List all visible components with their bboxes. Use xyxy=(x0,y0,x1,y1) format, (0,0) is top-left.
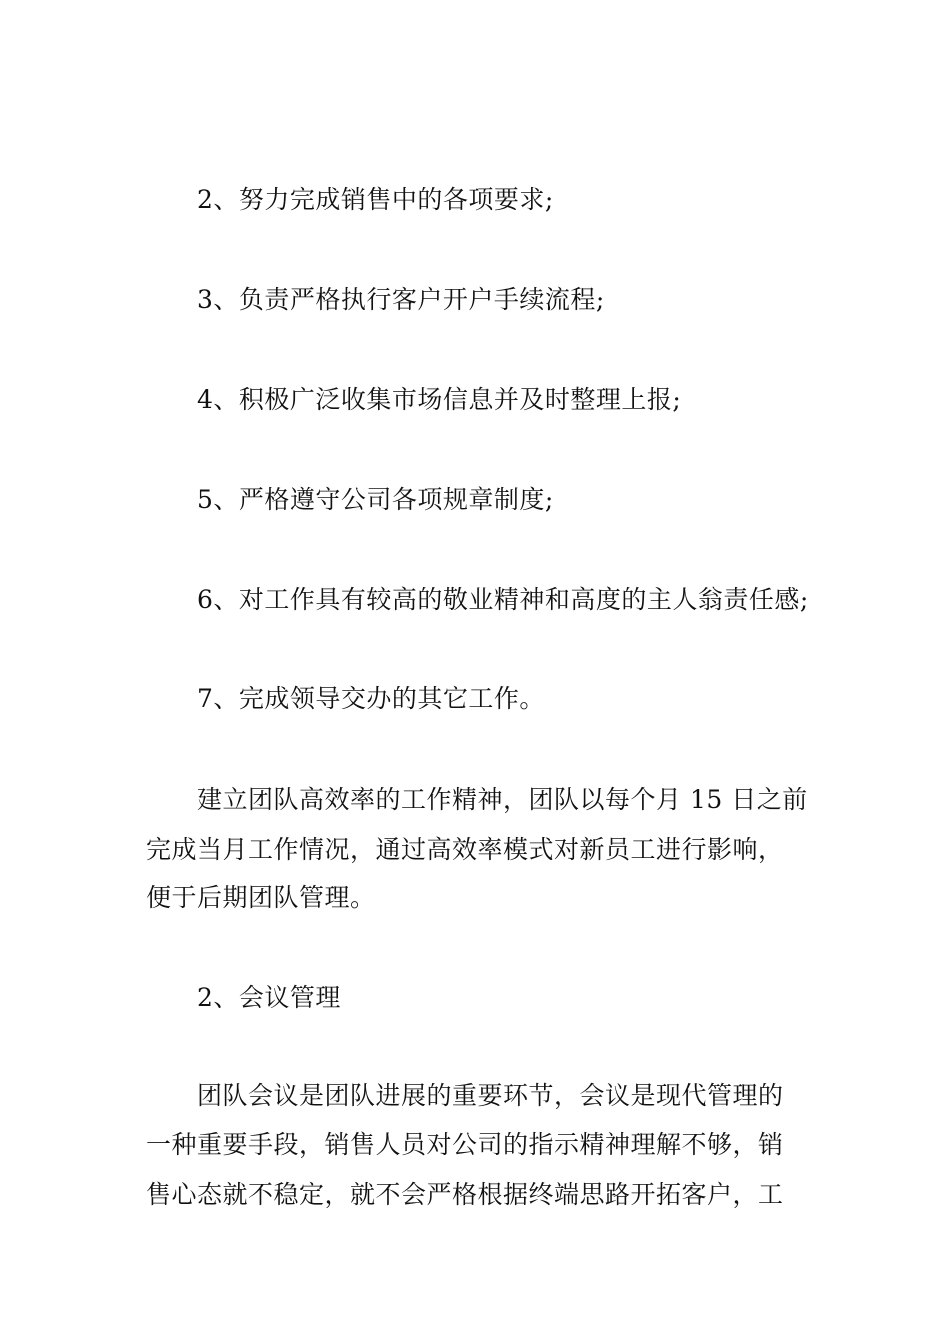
paragraph-line: 售心态就不稳定，就不会严格根据终端思路开拓客户，工 xyxy=(146,1180,784,1209)
section-heading: 2、会议管理 xyxy=(197,983,341,1012)
list-item-6: 6、对工作具有较高的敬业精神和高度的主人翁责任感; xyxy=(197,585,809,614)
list-item-4: 4、积极广泛收集市场信息并及时整理上报; xyxy=(197,385,682,414)
list-item-2: 2、努力完成销售中的各项要求; xyxy=(197,185,554,214)
paragraph-line: 完成当月工作情况，通过高效率模式对新员工进行影响， xyxy=(146,835,784,864)
list-item-5: 5、严格遵守公司各项规章制度; xyxy=(197,485,554,514)
list-item-7: 7、完成领导交办的其它工作。 xyxy=(197,684,545,713)
paragraph-line: 建立团队高效率的工作精神，团队以每个月 15 日之前 xyxy=(197,785,808,814)
paragraph-line: 团队会议是团队进展的重要环节，会议是现代管理的 xyxy=(197,1081,784,1110)
paragraph-line: 一种重要手段，销售人员对公司的指示精神理解不够，销 xyxy=(146,1130,784,1159)
list-item-3: 3、负责严格执行客户开户手续流程; xyxy=(197,285,605,314)
paragraph-line: 便于后期团队管理。 xyxy=(146,883,376,912)
